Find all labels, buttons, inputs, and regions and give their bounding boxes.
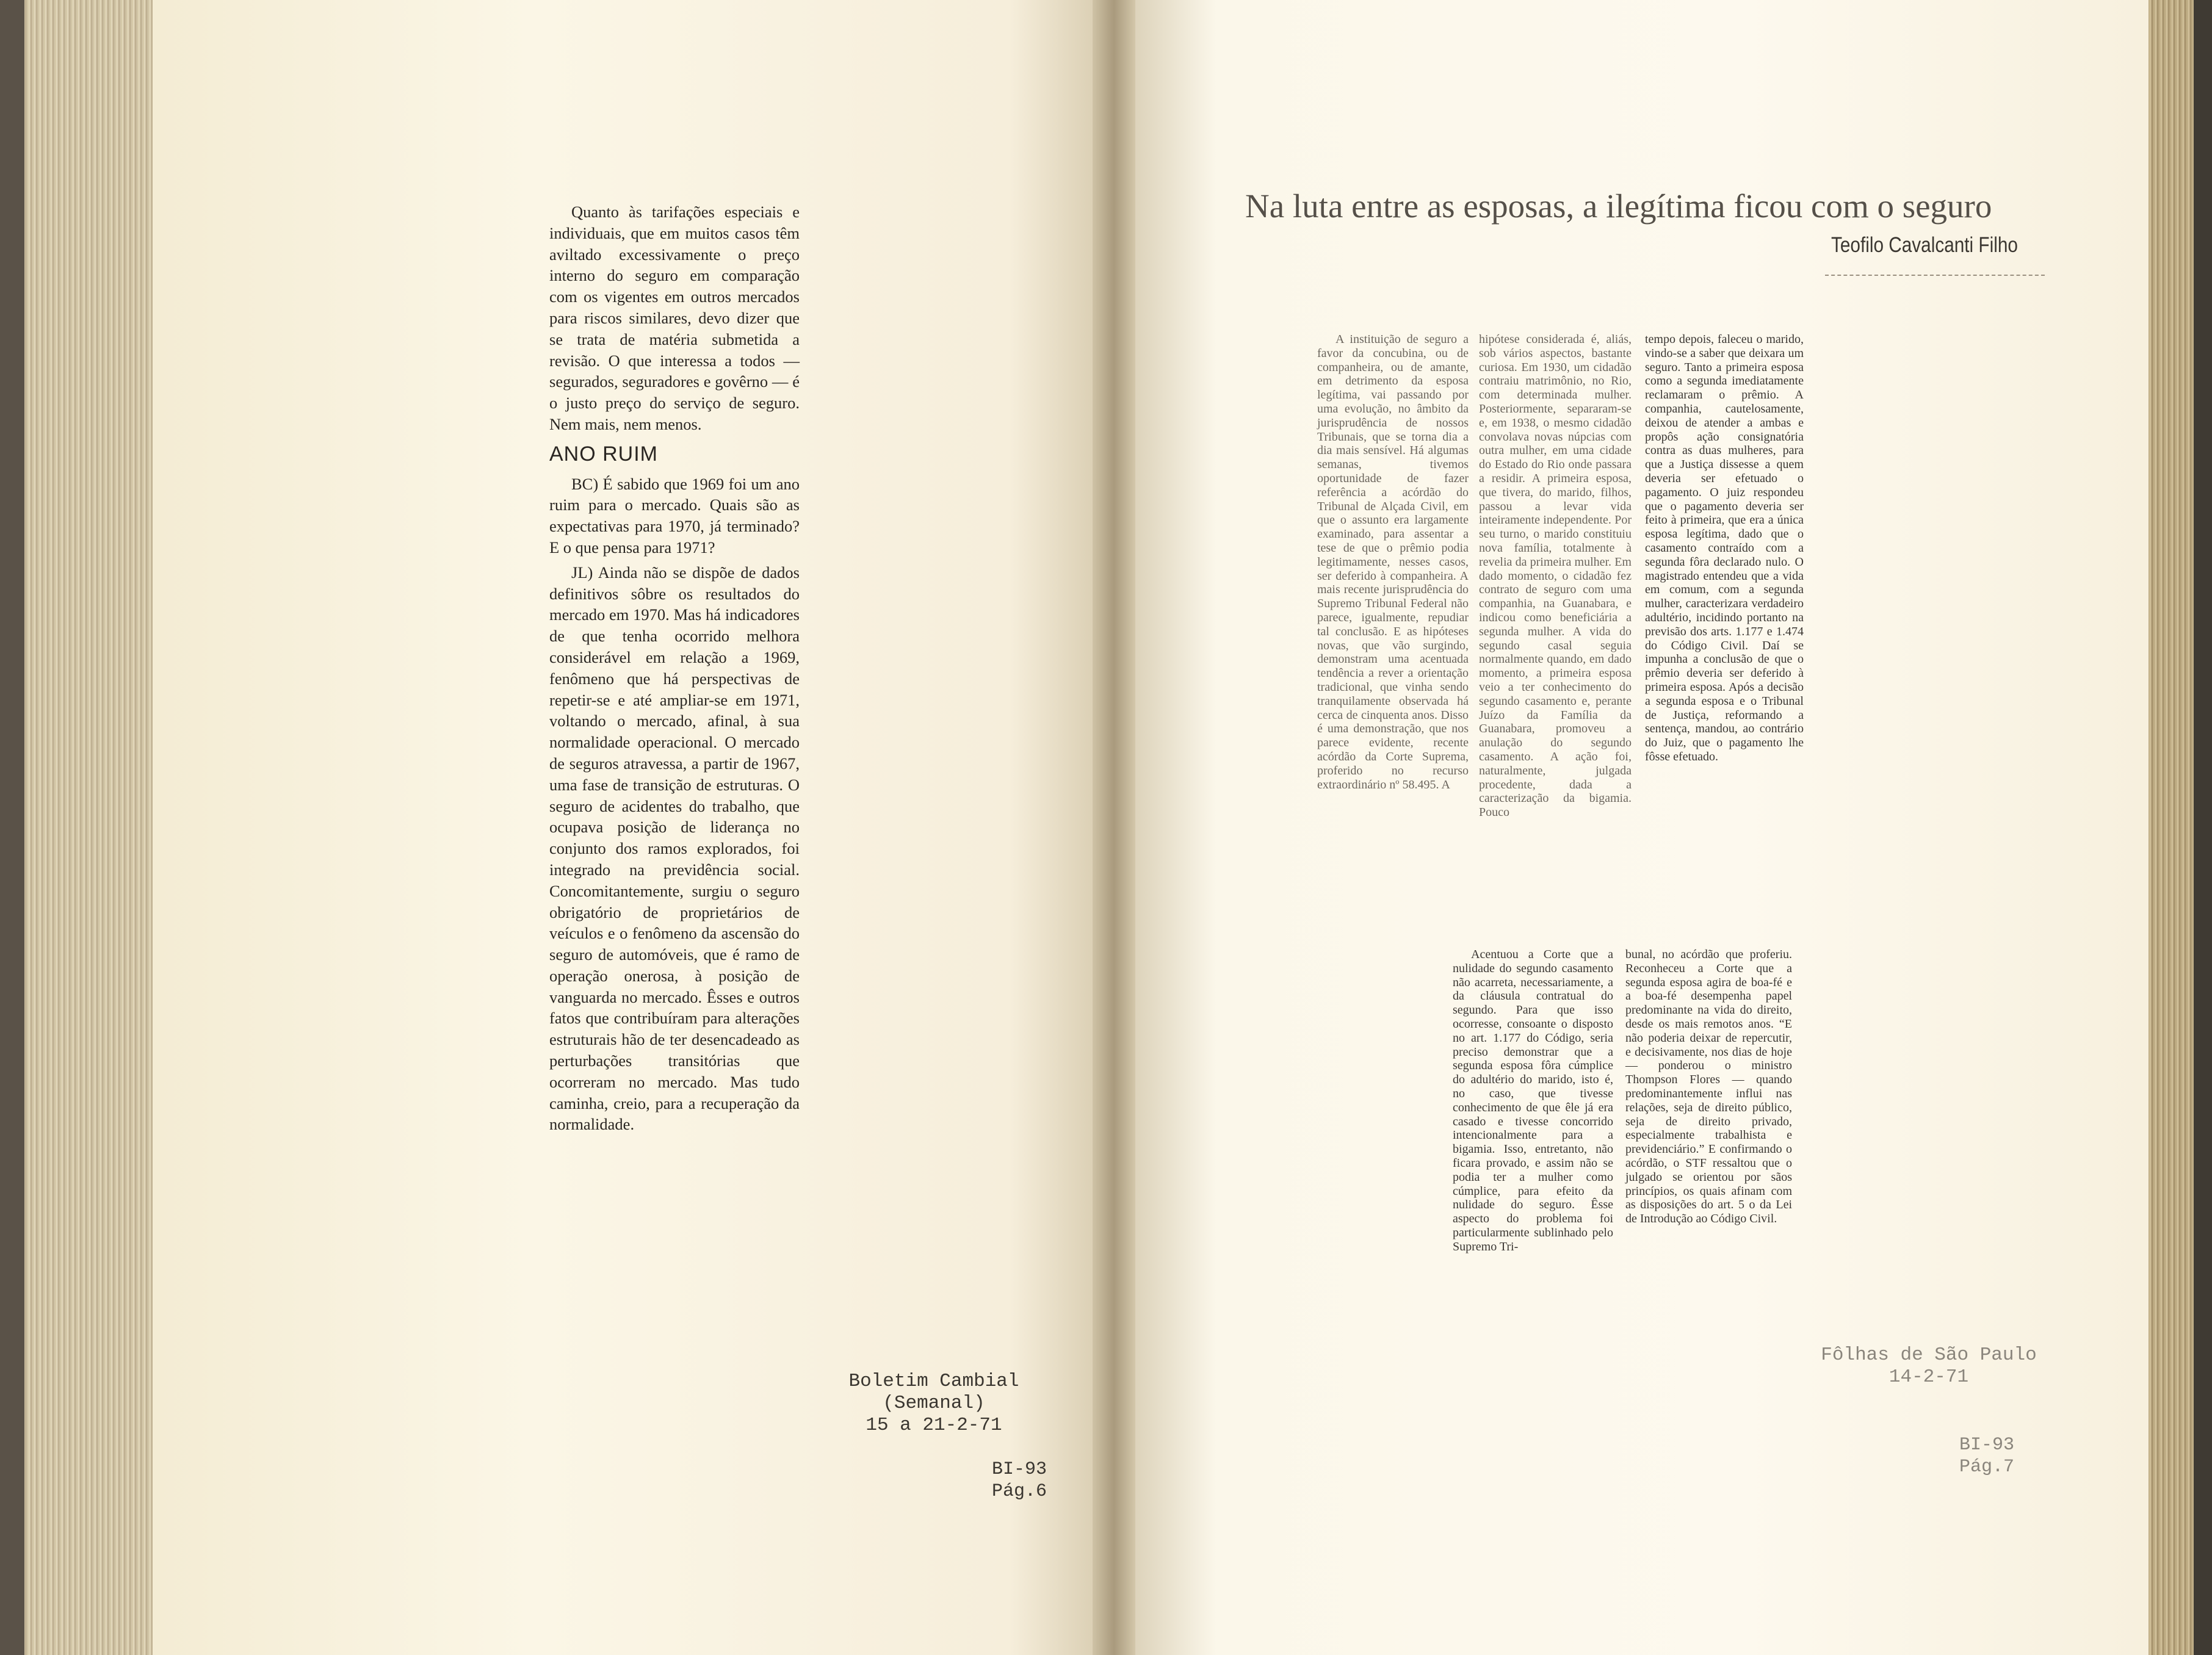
column-4-text: Acentuou a Corte que a nulidade do segundo casamento não acarreta, necessariamente, a da cláusula contratual do segundo. Para que isso ocorresse, consoante o disposto no art. 1.177 do Código, seria preciso demonstrar que a segunda esposa fôra cúmplice do adultério do marido, isto é, no caso, que tivesse conhecimento de que êle já era casado e tivesse concorrido intencionalmente para a bigamia. Isso, entretanto, não ficara provado, e assim não se podia ter a mulher como cúmplice, para efeito da nulidade do seguro. Êsse aspecto do problema foi particularmente sublinhado pelo Supremo Tri-: [1453, 948, 1613, 1253]
article-column-5: [1625, 948, 1792, 1226]
article-byline: Teofilo Cavalcanti Filho: [1831, 233, 2018, 257]
article-column-1: [1317, 333, 1469, 791]
article-column-4: [1453, 948, 1613, 1254]
answer-paragraph: JL) Ainda não se dispõe de dados definitivos sôbre os resultados do mercado em 1970. Mas há indicadores de que tenha ocorrido melhora considerável em relação a 1969, fenômeno que há perspectivas de repetir-se e até ampliar-se em 1971, voltando o mercado, afinal, à sua normalidade operacional. O mercado de seguros atravessa, a partir de 1967, uma fase de transição de estruturas. O seguro de acidentes do trabalho, que ocupava posição de liderança no conjunto dos ramos explorados, foi integrado na previdência social. Concomitantemente, surgiu o seguro obrigatório de proprietários de veículos e o fenômeno da ascensão do seguro de automóveis, que é ramo de operação onerosa, à posição de vanguarda no mercado. Êsses e outros fatos que contribuíram para alterações estruturais hão de ter desencadeado as perturbações transitórias que ocorreram no mercado. Mas tudo caminha, creio, para a recuperação da normalidade.: [549, 563, 800, 1134]
right-page-code: [1959, 1434, 2014, 1478]
left-source-title: Boletim Cambial (Semanal): [848, 1371, 1019, 1414]
column-3-text: tempo depois, faleceu o marido, vindo-se a saber que deixara um seguro. Tanto a primeira esposa como a segunda imediatamente reclamaram o prêmio. A companhia, cautelosamente, deixou de atender a ambas e propôs ação consignatória contra as duas mulheres, para que a Justiça dissesse a quem deveria ser efetuado o pagamento. O juiz respondeu que o pagamento deveria ser feito à primeira, que era a única esposa legítima, dado que o casamento contraído com a segunda fôra declarado nulo. O magistrado entendeu que a vida em comum, com a segunda mulher, caracterizara verdadeiro adultério, incidindo portanto na previsão dos arts. 1.177 e 1.474 do Código Civil. Daí se impunha a conclusão de que o prêmio deveria ser deferido à primeira esposa. Após a decisão a segunda esposa e o Tribunal de Justiça, reformando a sentença, mandou, ao contrário do Juiz, que o pagamento lhe fôsse efetuado.: [1645, 333, 1804, 763]
left-page-code: [992, 1458, 1047, 1502]
column-1-text: A instituição de seguro a favor da concubina, ou de companheira, ou de amante, em detrimento da esposa legítima, vai passando por uma evolução, no âmbito da jurisprudência de nossos Tribunais, que se torna dia a dia mais sensível. Há algumas semanas, tivemos oportunidade de fazer referência a acórdão do Tribunal de Alçada Civil, em que o assunto era largamente examinado, para assentar a tese de que o prêmio podia legitimamente, nesses casos, ser deferido à companheira. A mais recente jurisprudência do Supremo Tribunal Federal não parece, igualmente, repudiar tal conclusão. E as hipóteses novas, que vão surgindo, demonstram uma acentuada tendência a rever a orientação tradicional, que vinha sendo tranquilamente observada há cerca de cinquenta anos. Disso é uma demonstração, que nos parece evidente, recente acórdão da Corte Suprema, proferido no recurso extraordinário nº 58.495. A: [1317, 333, 1469, 791]
left-page-number: Pág.6: [992, 1481, 1047, 1502]
article-column-2: [1479, 333, 1632, 820]
right-source-date: 14-2-71: [1889, 1366, 1969, 1388]
article-column-3: [1645, 333, 1804, 764]
column-5-text: bunal, no acórdão que proferiu. Reconheceu a Corte que a segunda esposa agira de boa-fé e a boa-fé desempenha papel predominante na vida do direito, desde os mais remotos anos. “E não poderia deixar de repercutir, e decisivamente, nos dias de hoje — ponderou o ministro Thompson Flores — quando predominantemente influi nas relações, seja de direito público, seja de direito privado, especialmente trabalhista e previdenciário.” E confirmando o acórdão, o STF ressaltou que o julgado se orientou por sãos princípios, os quais afinam com as disposições do art. 5 o da Lei de Introdução ao Código Civil.: [1625, 948, 1792, 1226]
right-source-title: Fôlhas de São Paulo: [1821, 1344, 2037, 1366]
question-paragraph: BC) É sabido que 1969 foi um ano ruim para o mercado. Quais são as expectativas para 1970, já terminado? E o que pensa para 1971?: [549, 474, 800, 557]
book-edge-right: [2149, 0, 2212, 1655]
left-source-date: 15 a 21-2-71: [866, 1415, 1002, 1436]
column-2-text: hipótese considerada é, aliás, sob vários aspectos, bastante curiosa. Em 1930, um cidadão contraiu matrimônio, no Rio, com determinada mulher. Posteriormente, separaram-se e, em 1938, o mesmo cidadão convolava novas núpcias com outra mulher, em uma cidade do Estado do Rio onde passara a residir. A primeira esposa, que tivera, do marido, filhos, passou a levar vida inteiramente independente. Por seu turno, o marido constituiu nova família, totalmente à revelia da primeira mulher. Em dado momento, o cidadão fez contrato de seguro com uma companhia, na Guanabara, e indicou como beneficiária a segunda mulher. A vida do segundo casal seguia normalmente quando, em dado momento, a primeira esposa veio a ter conhecimento do segundo casamento e, perante Juízo da Família da Guanabara, promoveu a anulação do segundo casamento. A ação foi, naturalmente, julgada procedente, dada a caracterização da bigamia. Pouco: [1479, 333, 1632, 820]
section-heading: ANO RUIM: [549, 442, 658, 466]
book-gutter: [1093, 0, 1135, 1655]
right-page-number: Pág.7: [1959, 1457, 2015, 1477]
right-code-id: BI-93: [1959, 1435, 2015, 1455]
left-article-column: [549, 201, 800, 1139]
article-headline: Na luta entre as esposas, a ilegítima ficou com o seguro: [1245, 187, 1992, 225]
intro-paragraph: Quanto às tarifações especiais e individuais, que em muitos casos têm aviltado excessivamente o preço interno do seguro em comparação com os vigentes em outros mercados para riscos similares, devo dizer que se trata de matéria submetida a revisão. O que interessa a todos — segurados, seguradores e govêrno — é o justo preço do serviço de seguro. Nem mais, nem menos.: [549, 203, 800, 433]
left-source-citation: [793, 1371, 1074, 1437]
book-edge-left: [0, 0, 153, 1655]
right-source-citation: [1819, 1344, 2039, 1388]
byline-rule: [1825, 275, 2045, 276]
left-code-id: BI-93: [992, 1459, 1047, 1480]
